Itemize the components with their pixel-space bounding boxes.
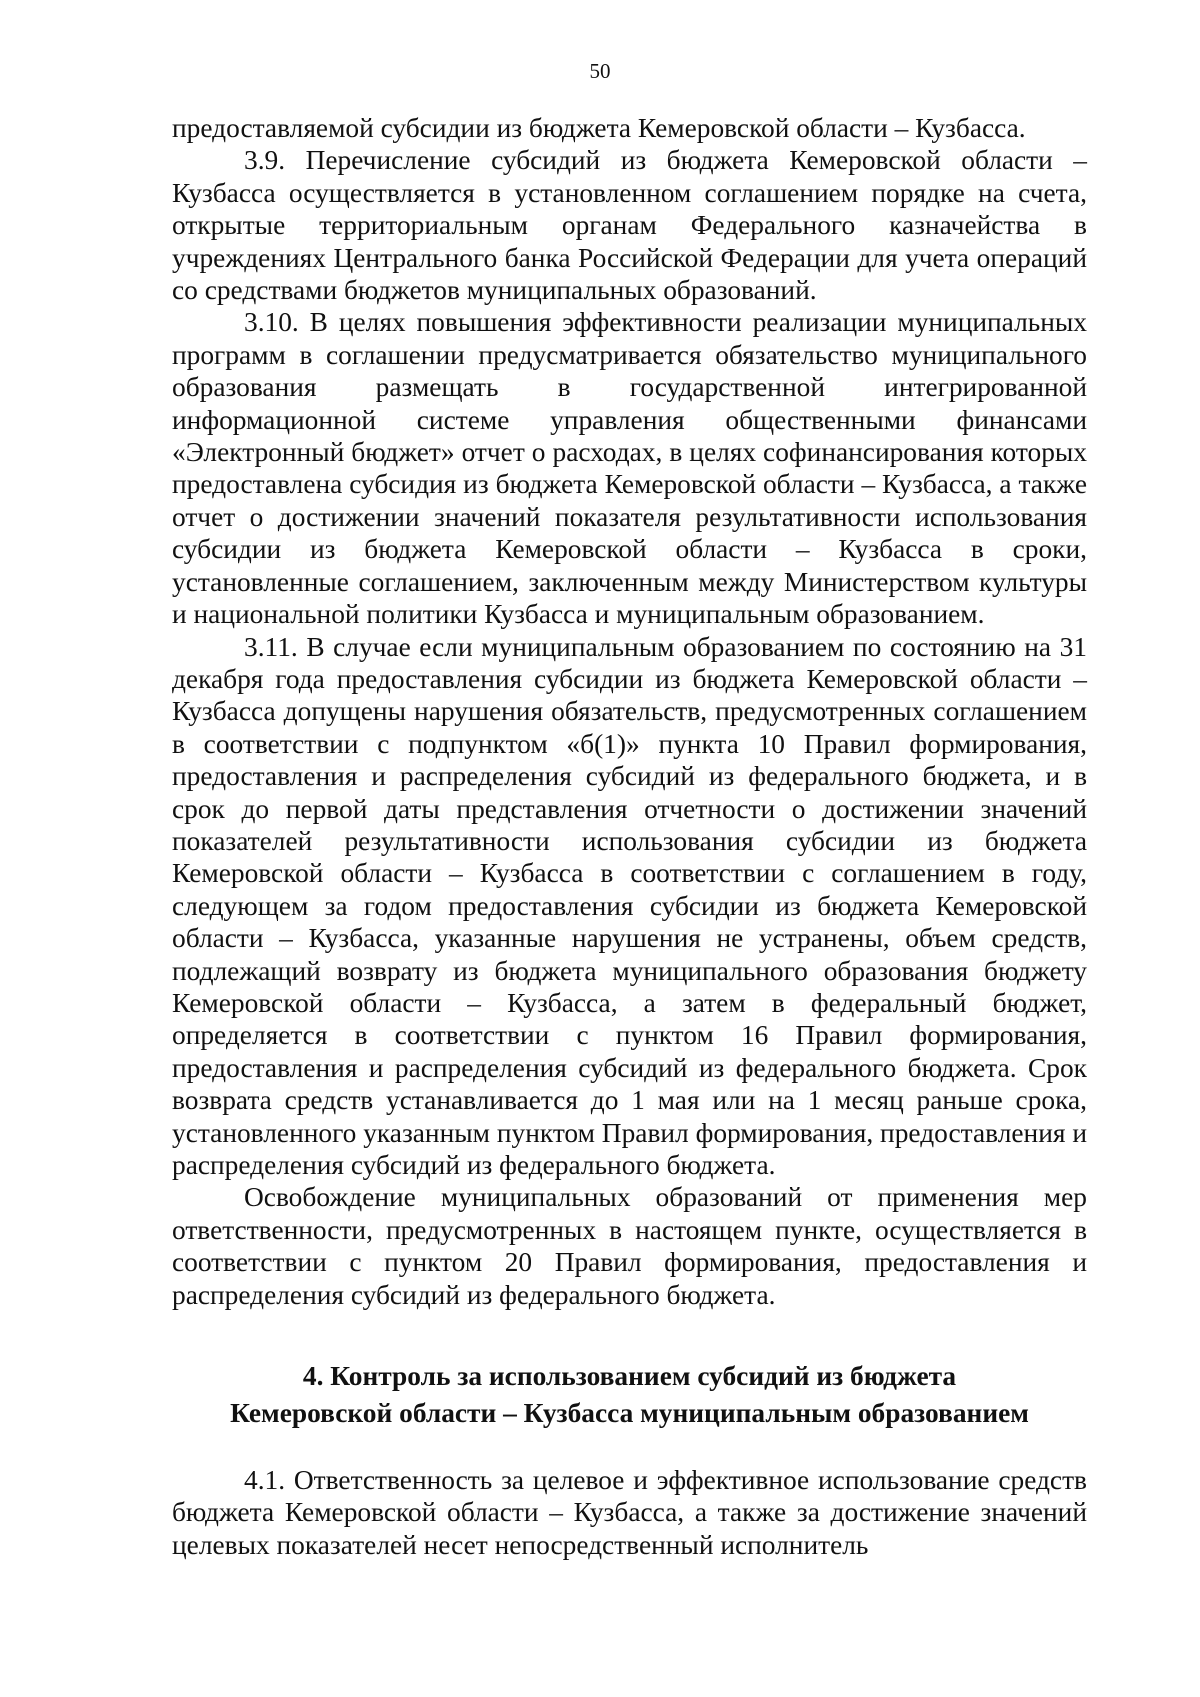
section-heading [172,1358,1087,1432]
paragraph-3-10: 3.10. В целях повышения эффективности реализации муниципальных программ в соглашении предусматривается обязательство муниципального образования размещать в государственной интегрированной информационной системе управления общественными финансами «Электронный бюджет» отчет о расходах, в целях софинансирования которых предоставлена субсидия из бюджета Кемеровской области – Кузбасса, а также отчет о достижении значений показателя результативности использования субсидии из бюджета Кемеровской области – Кузбасса в сроки, установленные соглашением, заключенным между Министерством культуры и национальной политики Кузбасса и муниципальным образованием. [172,307,1087,630]
section-heading-line-2: Кемеровской области – Кузбасса муниципальным образованием [230,1398,1029,1429]
paragraph-3-9: 3.9. Перечисление субсидий из бюджета Кемеровской области – Кузбасса осуществляется в установленном соглашением порядке на счета, открытые территориальным органам Федерального казначейства в учреждениях Центрального банка Российской Федерации для учета операций со средствами бюджетов муниципальных образований. [172,145,1087,306]
paragraph-4-1: 4.1. Ответственность за целевое и эффективное использование средств бюджета Кемеровской области – Кузбасса, а также за достижение значений целевых показателей несет непосредственный исполнитель [172,1465,1087,1560]
paragraph-exemption: Освобождение муниципальных образований от применения мер ответственности, предусмотренных в настоящем пункте, осуществляется в соответствии с пунктом 20 Правил формирования, предоставления и распределения субсидий из федерального бюджета. [172,1182,1087,1310]
paragraph-3-11: 3.11. В случае если муниципальным образованием по состоянию на 31 декабря года предоставления субсидии из бюджета Кемеровской области – Кузбасса допущены нарушения обязательств, предусмотренных соглашением в соответствии с подпунктом «б(1)» пункта 10 Правил формирования, предоставления и распределения субсидий из федерального бюджета, и в срок до первой даты представления отчетности о достижении значений показателей результативности использования субсидии из бюджета Кемеровской области – Кузбасса в соответствии с соглашением в году, следующем за годом предоставления субсидии из бюджета Кемеровской области – Кузбасса, указанные нарушения не устранены, объем средств, подлежащий возврату из бюджета муниципального образования бюджету Кемеровской области – Кузбасса, а затем в федеральный бюджет, определяется в соответствии с пунктом 16 Правил формирования, предоставления и распределения субсидий из федерального бюджета. Срок возврата средств устанавливается до 1 мая или на 1 месяц раньше срока, установленного указанным пунктом Правил формирования, предоставления и распределения субсидий из федерального бюджета. [172,631,1087,1180]
page-number: 50 [589,59,611,83]
paragraph-continuation: предоставляемой субсидии из бюджета Кемеровской области – Кузбасса. [172,113,1026,143]
document-body [172,112,1087,1561]
section-heading-line-1: 4. Контроль за использованием субсидий из бюджета [302,1361,957,1392]
